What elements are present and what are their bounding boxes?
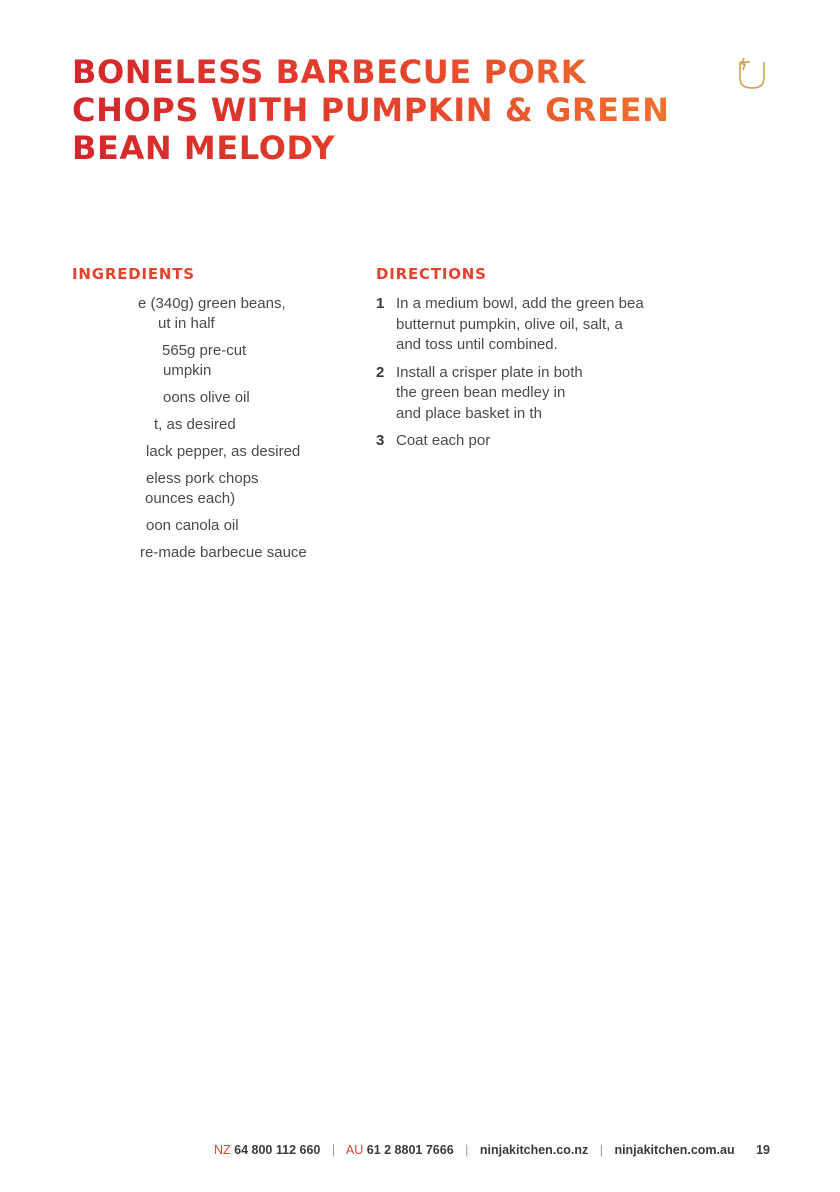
- direction-step: [376, 363, 716, 425]
- directions-list: [376, 294, 716, 459]
- ingredient-item: [138, 469, 348, 509]
- page-number: 19: [756, 1143, 770, 1157]
- basket-icon: [736, 56, 768, 90]
- ingredient-text: oons olive oil: [163, 389, 250, 406]
- ingredient-item: [138, 516, 348, 536]
- step-text: butternut pumpkin, olive oil, salt, a: [396, 315, 623, 333]
- step-text: Coat each por: [396, 432, 491, 449]
- ingredient-text: ounces each): [145, 490, 236, 507]
- ingredient-text: eless pork chops: [146, 470, 259, 487]
- ingredient-item: [138, 341, 348, 381]
- directions-heading: DIRECTIONS: [376, 265, 487, 283]
- ingredient-text: oon canola oil: [146, 517, 239, 534]
- ingredient-text: e (340g) green beans,: [138, 295, 286, 312]
- ingredient-text: lack pepper, as desired: [146, 443, 301, 460]
- step-number: 1: [376, 295, 385, 312]
- step-text: and toss until combined.: [396, 336, 558, 353]
- ingredient-item: [138, 442, 348, 462]
- separator: |: [465, 1143, 469, 1157]
- ingredient-text: ut in half: [158, 315, 215, 332]
- website-au-link[interactable]: ninjakitchen.com.au: [614, 1143, 735, 1157]
- ingredient-text: umpkin: [163, 362, 212, 379]
- footer: [214, 1143, 770, 1157]
- ingredient-item: [138, 543, 348, 563]
- separator: |: [599, 1143, 603, 1157]
- step-text: In a medium bowl, add the green bea: [396, 295, 644, 312]
- recipe-title: BONELESS BARBECUE PORK CHOPS WITH PUMPKIN & GREEN BEAN MELODY: [72, 53, 712, 167]
- step-number: 3: [376, 432, 385, 449]
- ingredient-item: [138, 388, 348, 408]
- ingredient-text: re-made barbecue sauce: [140, 544, 307, 561]
- ingredients-heading: INGREDIENTS: [72, 265, 195, 283]
- direction-step: [376, 294, 716, 356]
- step-text: Install a crisper plate in both: [396, 363, 583, 381]
- step-number: 2: [376, 363, 385, 381]
- separator: |: [331, 1143, 336, 1157]
- au-phone: 61 2 8801 7666: [366, 1143, 454, 1157]
- ingredient-text: t, as desired: [154, 416, 236, 433]
- step-text: and place basket in th: [396, 404, 542, 422]
- nz-label: NZ: [214, 1143, 231, 1157]
- direction-step: [376, 431, 716, 452]
- step-text: the green bean medley in: [396, 384, 566, 401]
- au-label: AU: [345, 1143, 364, 1157]
- ingredient-item: [138, 294, 348, 334]
- ingredient-text: 565g pre-cut: [162, 342, 247, 359]
- ingredient-item: [138, 415, 348, 435]
- website-nz-link[interactable]: ninjakitchen.co.nz: [479, 1143, 589, 1157]
- ingredients-list: [138, 294, 348, 570]
- nz-phone: 64 800 112 660: [234, 1143, 321, 1157]
